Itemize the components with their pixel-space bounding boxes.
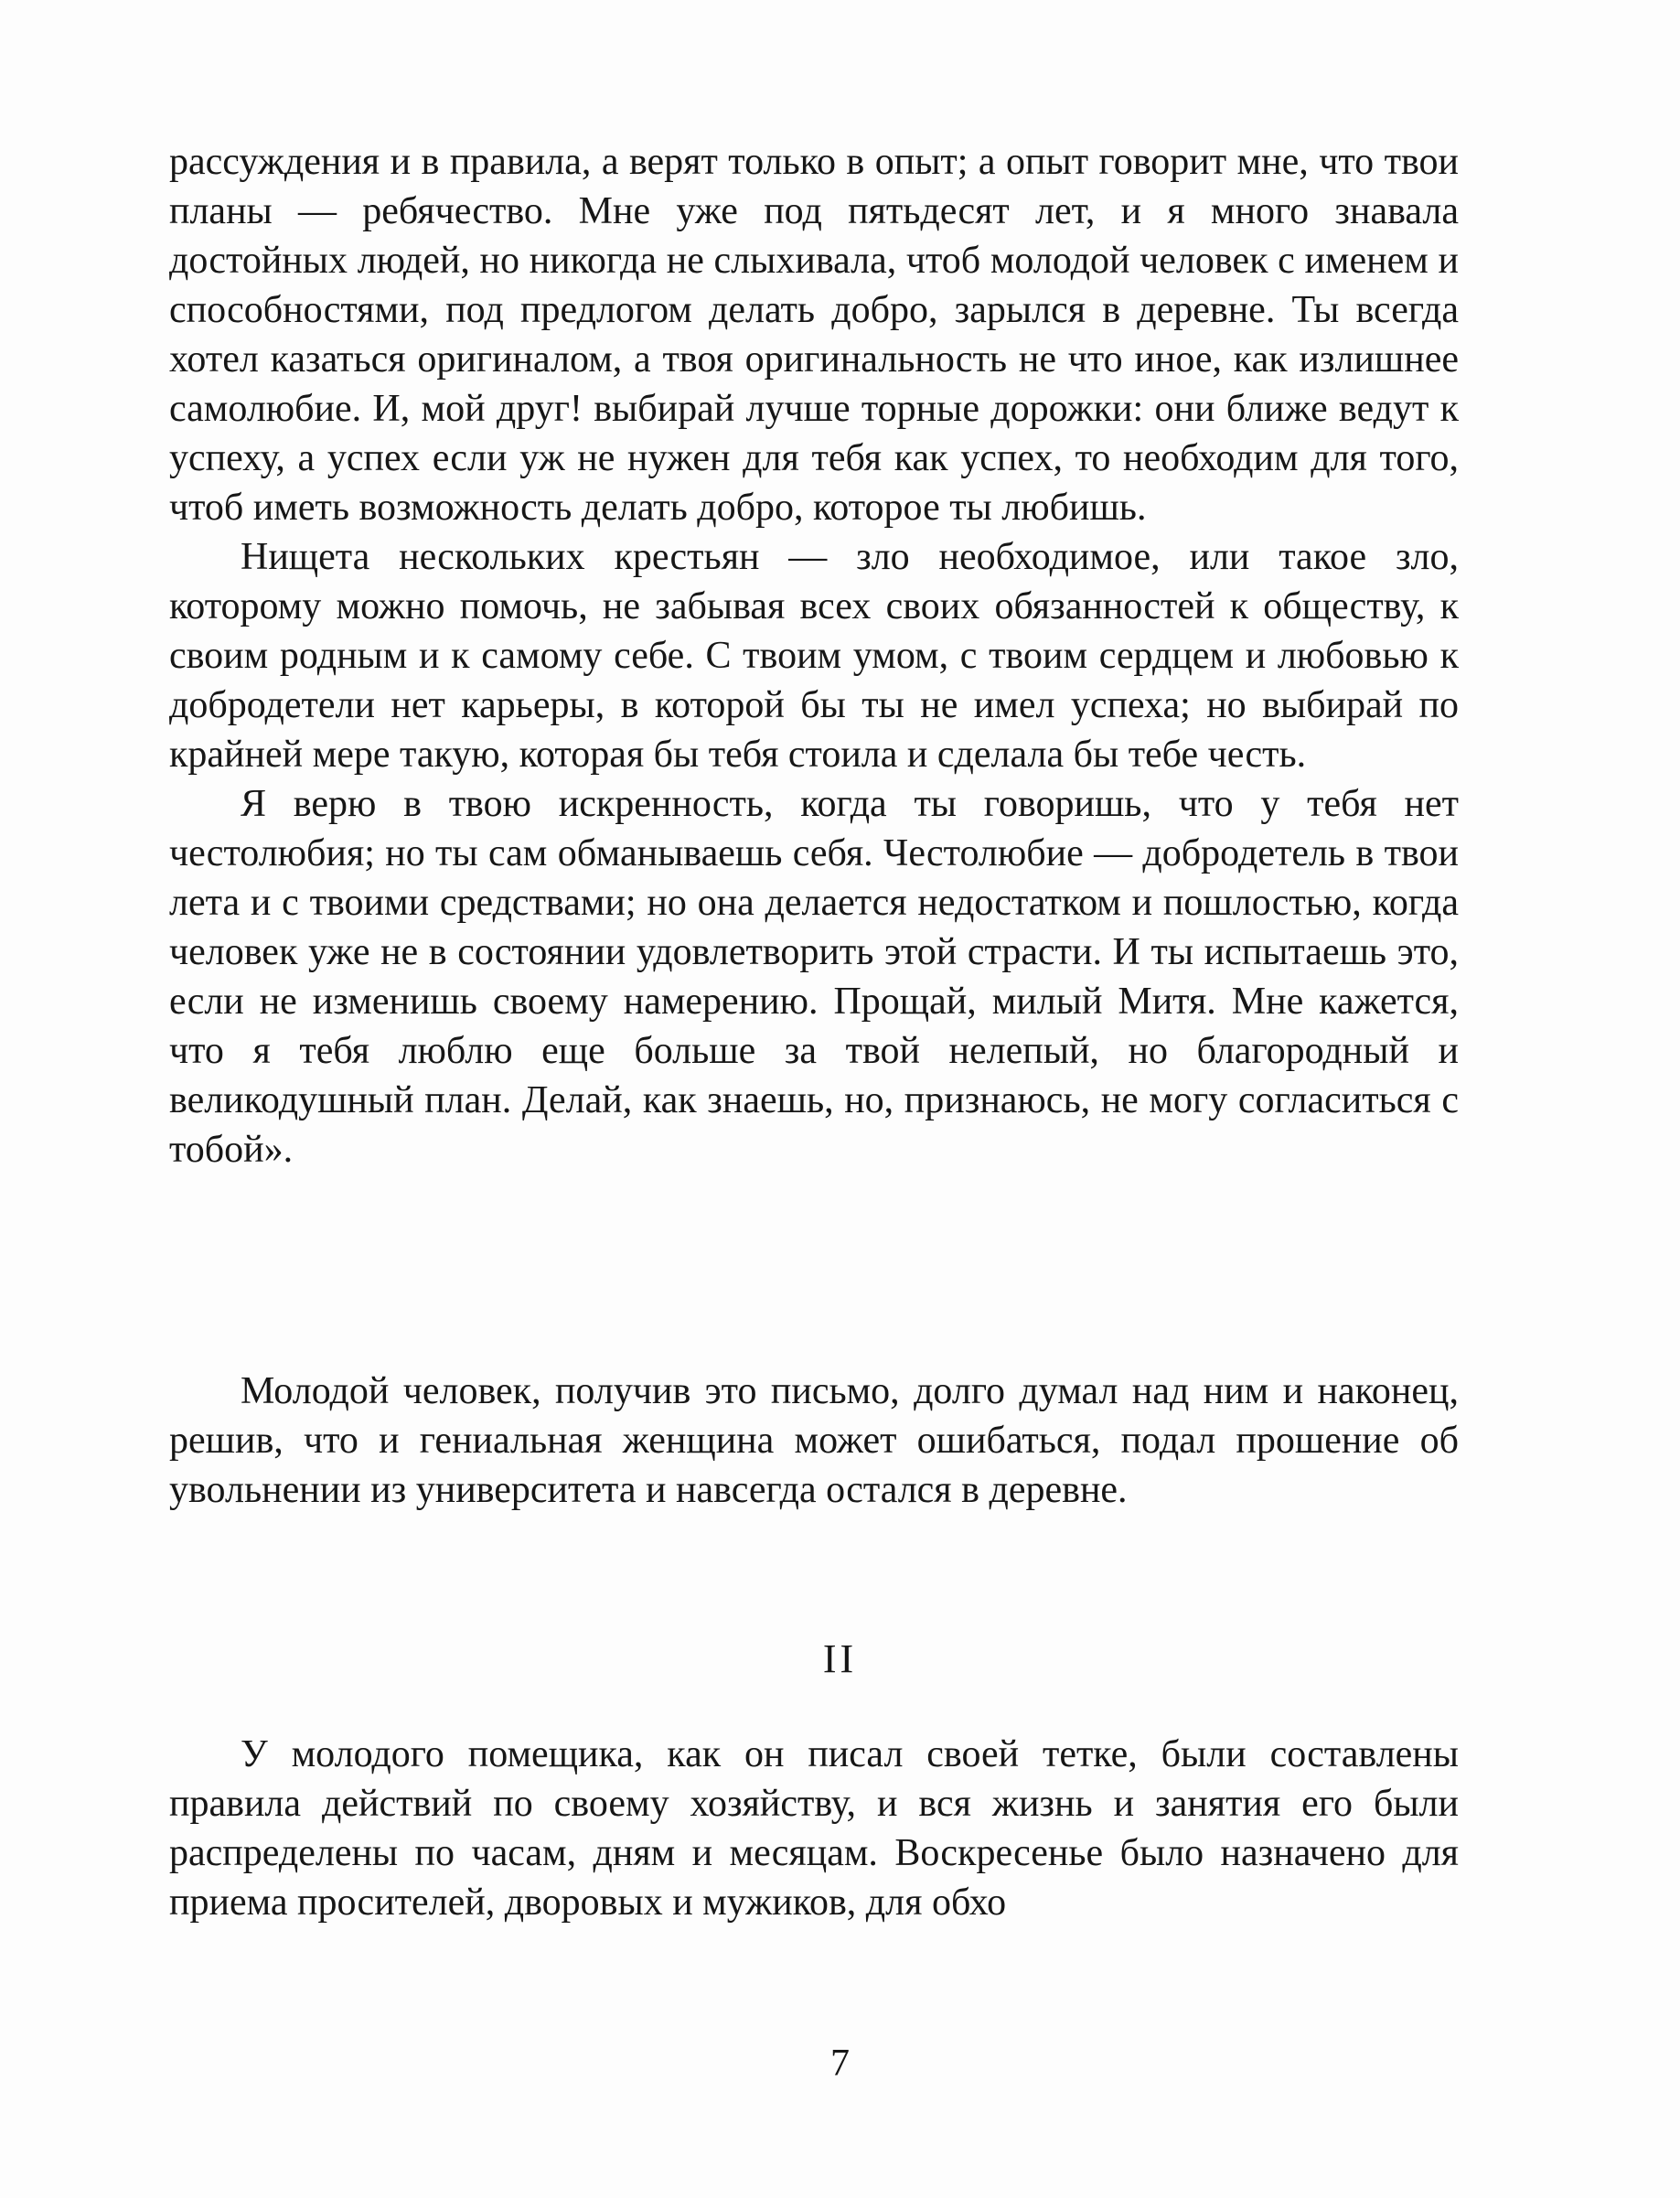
chapter-heading: II xyxy=(822,1636,858,1681)
letter-text-block xyxy=(169,137,1459,1174)
chapter-text-block xyxy=(169,1730,1459,1927)
narrative-text-block xyxy=(169,1367,1459,1515)
paragraph: Нищета нескольких крестьян — зло необходимое, или такое зло, которому можно помочь, не забывая всех своих обязанностей к обществу, к своим родным и к самому себе. С твоим умом, с твоим сердцем и любовью к добродетели нет карьеры, в которой бы ты не имел успеха; но выбирай по крайней мере такую, которая бы тебя стоила и сделала бы тебе честь. xyxy=(169,536,1459,776)
paragraph: Молодой человек, получив это письмо, долго думал над ним и наконец, решив, что и гениальная женщина может ошибаться, подал прошение об увольнении из университета и навсегда остался в деревне. xyxy=(169,1370,1459,1511)
paragraph: У молодого помещика, как он писал своей тетке, были составлены правила действий по своему хозяйству, и вся жизнь и занятия его были распределены по часам, дням и месяцам. Воскресенье было назначено для приема просителей, дворовых и мужиков, для обхо xyxy=(169,1733,1459,1924)
page-number: 7 xyxy=(830,2043,850,2085)
paragraph: Я верю в твою искренность, когда ты говоришь, что у тебя нет честолюбия; но ты сам обманываешь себя. Честолюбие — добродетель в твои лета и с твоими средствами; но она делается недостатком и пошлостью, когда человек уже не в состоянии удовлетворить этой страсти. И ты испытаешь это, если не изменишь своему намерению. Прощай, милый Митя. Мне кажется, что я тебя люблю еще больше за твой нелепый, но благородный и великодушный план. Делай, как знаешь, но, признаюсь, не могу согласиться с тобой». xyxy=(169,783,1459,1171)
paragraph: рассуждения и в правила, а верят только в опыт; а опыт говорит мне, что твои планы — ребячество. Мне уже под пятьдесят лет, и я много знавала достойных людей, но никогда не слыхивала, чтоб молодой человек с именем и способностями, под предлогом делать добро, зарылся в деревне. Ты всегда хотел казаться оригиналом, а твоя оригинальность не что иное, как излишнее самолюбие. И, мой друг! выбирай лучше торные дорожки: они ближе ведут к успеху, а успех если уж не нужен для тебя как успех, то необходим для того, чтоб иметь возможность делать добро, которое ты любишь. xyxy=(169,141,1459,529)
